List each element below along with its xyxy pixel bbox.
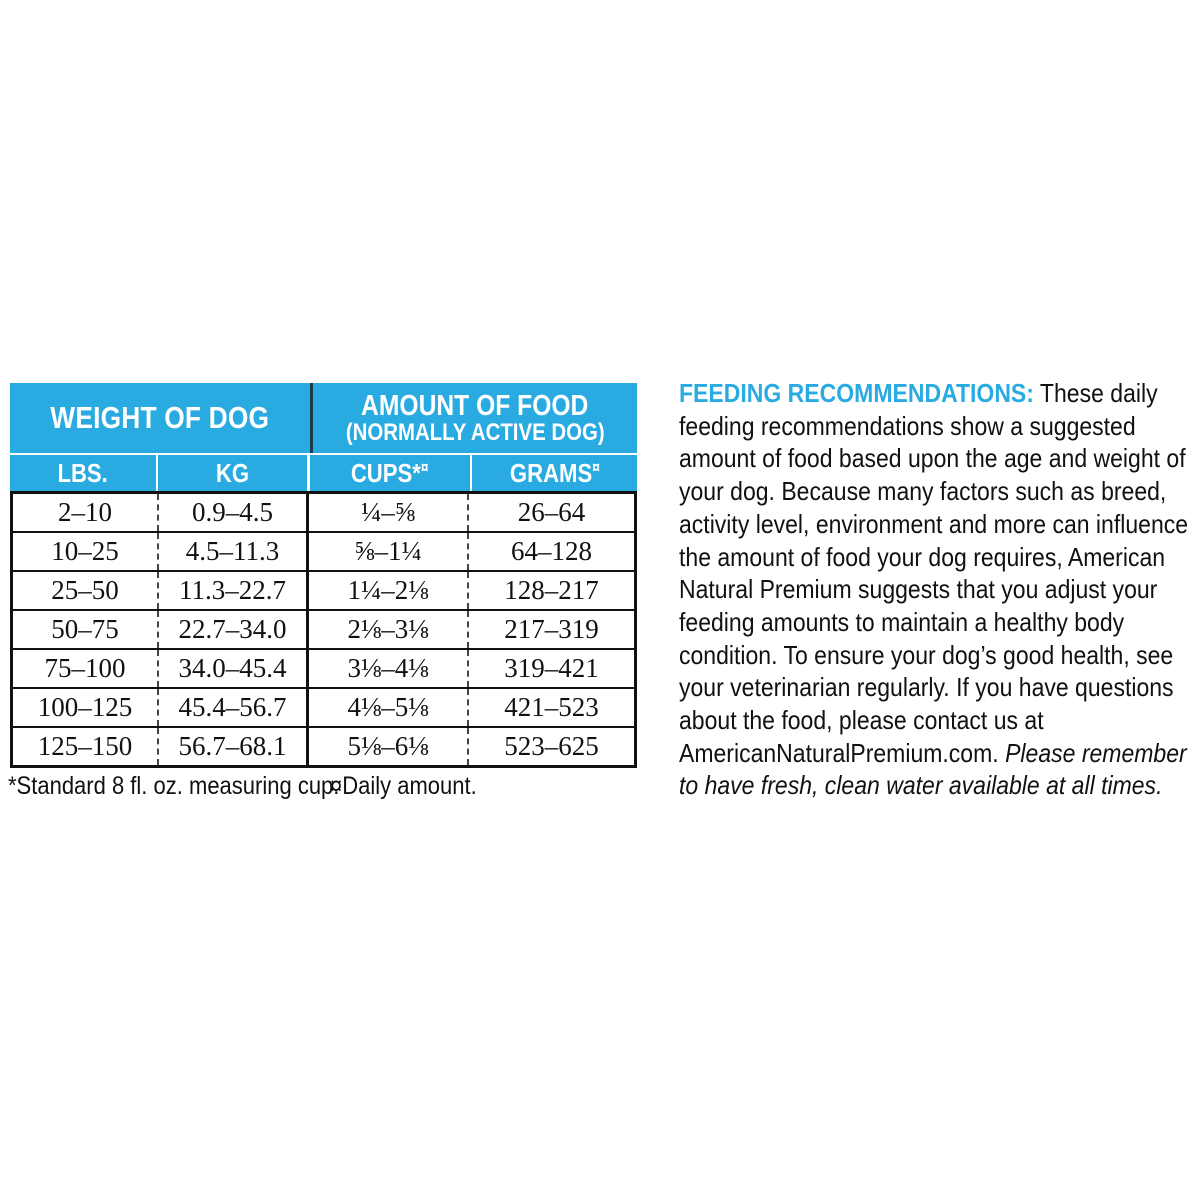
footnote-measuring-cup [8,772,385,801]
cell-cups: ⅝–1¼ [309,533,469,570]
paragraph-heading: FEEDING RECOMMENDATIONS: [679,378,1034,408]
column-header-lbs-label: LBS. [57,457,109,488]
table-row [13,494,634,531]
cell-kg: 56.7–68.1 [159,728,309,765]
column-header-grams [472,455,637,491]
cell-kg: 11.3–22.7 [159,572,309,609]
cell-kg: 45.4–56.7 [159,689,309,726]
cell-cups: 2⅛–3⅛ [309,611,469,648]
feeding-table [10,383,637,768]
header-amount-line1: AMOUNT OF FOOD [361,390,589,422]
header-amount-of-food [313,383,637,453]
footnote-daily-amount [330,772,497,801]
table-header [10,383,637,491]
table-row [13,648,634,687]
column-header-kg [158,455,310,491]
cell-cups: 5⅛–6⅛ [309,728,469,765]
cell-kg: 0.9–4.5 [159,494,309,531]
footnote-daily-amount-text: ¤Daily amount. [330,772,477,800]
cell-grams: 64–128 [511,536,592,566]
cell-grams: 217–319 [504,614,599,644]
cell-lbs: 100–125 [13,689,159,726]
cell-grams: 523–625 [504,731,599,761]
paragraph-italic-note: Please remember to have fresh, clean water available at all times. [679,737,1187,801]
cell-lbs: 75–100 [13,650,159,687]
column-header-lbs [10,455,158,491]
cell-grams: 26–64 [517,497,586,527]
column-header-grams-label: GRAMS [509,457,592,488]
cell-grams: 421–523 [504,692,599,722]
column-header-cups-sup: ¤ [421,457,429,476]
table-column-header-row [10,453,637,491]
cell-lbs: 10–25 [13,533,159,570]
cell-lbs: 50–75 [13,611,159,648]
table-row [13,687,634,726]
table-body [10,491,637,768]
column-header-kg-label: KG [215,457,250,488]
cell-lbs: 25–50 [13,572,159,609]
header-weight-of-dog [10,383,313,453]
column-header-grams-sup: ¤ [591,457,600,476]
paragraph-body: These daily feeding recommendations show a suggested amount of food based upon the age and weight of your dog. Because many factors such as breed, activity level, environment and more can influence the amount of food your dog requires, American Natural Premium suggests that you adjust your feeding amounts to maintain a healthy body condition. To ensure your dog’s good health, see your veterinarian regularly. If you have questions about the food, please contact us at AmericanNaturalPremium.com. [679,378,1189,768]
cell-grams: 128–217 [504,575,599,605]
table-group-header-row [10,383,637,453]
cell-kg: 4.5–11.3 [159,533,309,570]
table-row [13,531,634,570]
cell-kg: 22.7–34.0 [159,611,309,648]
table-row [13,570,634,609]
column-header-cups [310,455,472,491]
cell-lbs: 2–10 [13,494,159,531]
header-weight-of-dog-label: WEIGHT OF DOG [50,400,270,435]
footnote-measuring-cup-text: *Standard 8 fl. oz. measuring cup. [8,772,340,800]
cell-cups: 4⅛–5⅛ [309,689,469,726]
cell-cups: 1¼–2⅛ [309,572,469,609]
cell-kg: 34.0–45.4 [159,650,309,687]
cell-lbs: 125–150 [13,728,159,765]
cell-cups: ¼–⅝ [309,494,469,531]
cell-cups: 3⅛–4⅛ [309,650,469,687]
column-header-cups-label: CUPS* [351,457,422,488]
table-row [13,609,634,648]
feeding-recommendations-paragraph [679,377,1191,802]
cell-grams: 319–421 [504,653,599,683]
table-row [13,726,634,765]
header-amount-line2: (NORMALLY ACTIVE DOG) [345,419,605,446]
